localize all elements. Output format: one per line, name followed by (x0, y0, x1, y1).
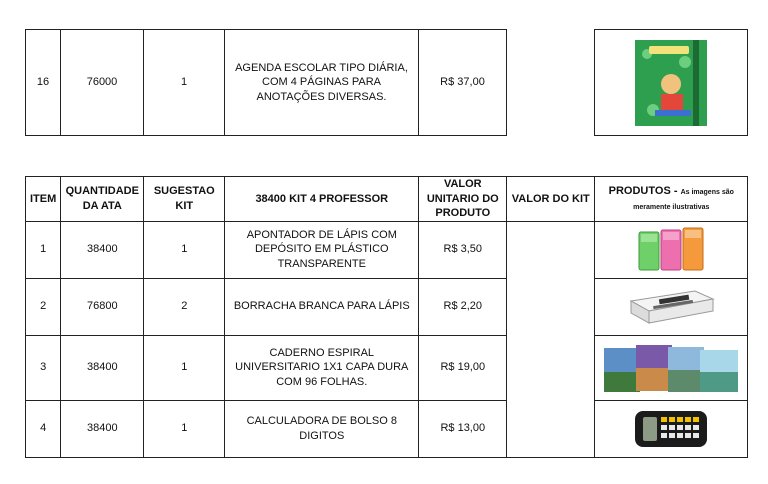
descricao-cell: CALCULADORA DE BOLSO 8 DIGITOS (225, 400, 419, 457)
product-image-cell (595, 278, 748, 335)
header-sugestao: SUGESTAO KIT (144, 177, 225, 222)
product-image-cell (595, 400, 748, 457)
header-kit: 38400 KIT 4 PROFESSOR (225, 177, 419, 222)
sugestao-cell: 1 (144, 30, 225, 136)
valor-cell: R$ 2,20 (419, 278, 507, 335)
quantidade-cell: 76800 (61, 278, 144, 335)
produtos-label: PRODUTOS - (608, 185, 681, 198)
valor-cell: R$ 13,00 (419, 400, 507, 457)
header-item: ITEM (26, 177, 61, 222)
quantidade-cell: 38400 (61, 335, 144, 400)
item-16-table (25, 29, 748, 136)
table-row (26, 400, 748, 457)
table-row (26, 30, 748, 136)
header-quantidade: QUANTIDADE DA ATA (61, 177, 144, 222)
product-image-cell (595, 30, 748, 136)
quantidade-cell: 38400 (61, 400, 144, 457)
header-valor-unitario: VALOR UNITARIO DO PRODUTO (419, 177, 507, 222)
descricao-cell: APONTADOR DE LÁPIS COM DEPÓSITO EM PLÁSTICO TRANSPARENTE (225, 221, 419, 278)
item-cell: 4 (26, 400, 61, 457)
valor-cell: R$ 37,00 (419, 30, 507, 136)
sugestao-cell: 1 (144, 335, 225, 400)
product-image-cell (595, 221, 748, 278)
quantidade-cell: 76000 (61, 30, 144, 136)
kit-4-professor-table (25, 176, 748, 458)
pencil-sharpener-image (635, 226, 707, 274)
table-row (26, 278, 748, 335)
valor-cell: R$ 19,00 (419, 335, 507, 400)
sugestao-cell: 2 (144, 278, 225, 335)
table-row (26, 335, 748, 400)
item-cell: 3 (26, 335, 61, 400)
sugestao-cell: 1 (144, 400, 225, 457)
calculator-image (633, 409, 709, 449)
notebooks-image (602, 342, 740, 394)
item-cell: 1 (26, 221, 61, 278)
table-row (26, 221, 748, 278)
product-image-cell (595, 335, 748, 400)
valor-kit-cell (507, 30, 595, 136)
produtos-note: As imagens são meramente ilustrativas (633, 189, 734, 211)
quantidade-cell: 38400 (61, 221, 144, 278)
sugestao-cell: 1 (144, 221, 225, 278)
item-cell: 16 (26, 30, 61, 136)
item-cell: 2 (26, 278, 61, 335)
descricao-cell: BORRACHA BRANCA PARA LÁPIS (225, 278, 419, 335)
valor-cell: R$ 3,50 (419, 221, 507, 278)
header-row (26, 177, 748, 222)
eraser-image (625, 285, 717, 329)
descricao-cell: CADERNO ESPIRAL UNIVERSITARIO 1X1 CAPA DURA COM 96 FOLHAS. (225, 335, 419, 400)
header-produtos (595, 177, 748, 222)
descricao-cell: AGENDA ESCOLAR TIPO DIÁRIA, COM 4 PÁGINAS PARA ANOTAÇÕES DIVERSAS. (225, 30, 419, 136)
school-agenda-image (635, 40, 707, 126)
header-valor-kit: VALOR DO KIT (507, 177, 595, 222)
valor-kit-cell (507, 221, 595, 457)
